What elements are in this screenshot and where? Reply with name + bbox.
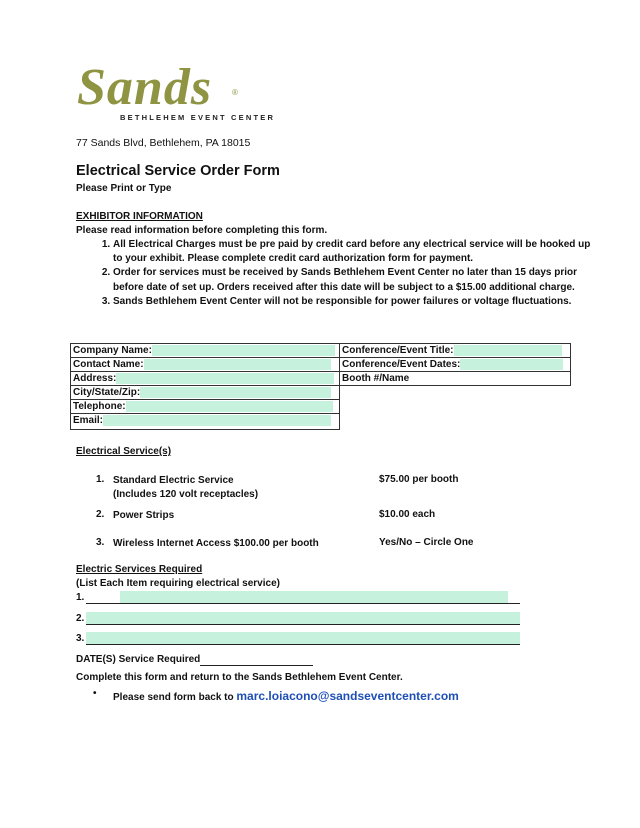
email-field[interactable] [70,413,340,430]
contact-email-link[interactable]: marc.loiacono@sandseventcenter.com [236,689,459,703]
required-heading: Electric Services Required [76,564,203,575]
telephone-input[interactable] [126,401,333,412]
required-line-number: 1. [76,592,85,603]
city-state-zip-label: City/State/Zip: [73,387,141,398]
booth-name-label: Booth #/Name [342,373,410,384]
logo-registered-mark: ® [232,88,238,97]
return-instruction: Complete this form and return to the Sands Bethlehem Event Center. [76,672,403,683]
email-label: Email: [73,415,104,426]
telephone-field[interactable] [70,399,340,414]
rule-item: 2. Order for services must be received by Sands Bethlehem Event Center no later than 15 days prior before date of set up. Orders received after this date will be subject to a $15.00 additional charge. [113,266,599,294]
required-line-number: 3. [76,633,85,644]
exhibitor-heading: EXHIBITOR INFORMATION [76,211,203,222]
event-dates-label: Conference/Event Dates: [342,359,461,370]
required-line-underline [86,632,520,645]
address-label: Address: [73,373,117,384]
contact-name-input[interactable] [144,359,331,370]
contact-name-field[interactable] [70,357,340,372]
city-state-zip-input[interactable] [140,387,331,398]
company-name-input[interactable] [152,345,335,356]
send-instruction [113,689,459,703]
service-date-label: DATE(S) Service Required [76,654,201,665]
send-prefix: Please send form back to [113,692,234,703]
service-price: $75.00 per booth [379,474,459,485]
venue-address: 77 Sands Blvd, Bethlehem, PA 18015 [76,137,251,149]
service-date-input[interactable] [200,653,313,666]
service-note: (Includes 120 volt receptacles) [113,489,259,500]
service-number: 3. [96,537,105,548]
logo-subtitle: BETHLEHEM EVENT CENTER [120,113,276,122]
booth-name-field[interactable] [339,371,571,386]
required-line-underline [86,591,520,604]
event-dates-input[interactable] [460,359,563,370]
service-name: Standard Electric Service [113,475,234,486]
exhibitor-rules-list [76,238,599,309]
service-price[interactable]: Yes/No – Circle One [379,537,474,548]
address-input[interactable] [116,373,334,384]
telephone-label: Telephone: [73,401,126,412]
services-heading: Electrical Service(s) [76,446,172,457]
company-name-label: Company Name: [73,345,152,356]
required-instruction: (List Each Item requiring electrical service) [76,578,280,589]
page-title: Electrical Service Order Form [76,163,280,179]
rule-item: 1. All Electrical Charges must be pre paid by credit card before any electrical service will be hooked up to your exhibit. Please complete credit card authorization form for payment. [113,238,599,266]
email-input[interactable] [103,415,331,426]
event-dates-field[interactable] [339,357,571,372]
service-name: Power Strips [113,510,175,521]
address-field[interactable] [70,371,340,386]
event-title-field[interactable] [339,343,571,358]
event-title-label: Conference/Event Title: [342,345,454,356]
page-subtitle: Please Print or Type [76,183,172,194]
service-number: 1. [96,474,105,485]
rule-item: 3. Sands Bethlehem Event Center will not be responsible for power failures or voltage fluctuations. [113,295,599,309]
exhibitor-intro: Please read information before completing this form. [76,225,328,236]
city-state-zip-field[interactable] [70,385,340,400]
required-line-number: 2. [76,613,85,624]
service-number: 2. [96,509,105,520]
bullet-icon: • [93,688,97,699]
service-price: $10.00 each [379,509,436,520]
service-name: Wireless Internet Access $100.00 per booth [113,538,319,549]
event-title-input[interactable] [454,345,562,356]
company-name-field[interactable] [70,343,340,358]
contact-name-label: Contact Name: [73,359,144,370]
required-line-underline [86,612,520,625]
logo-wordmark: Sands [77,59,213,116]
